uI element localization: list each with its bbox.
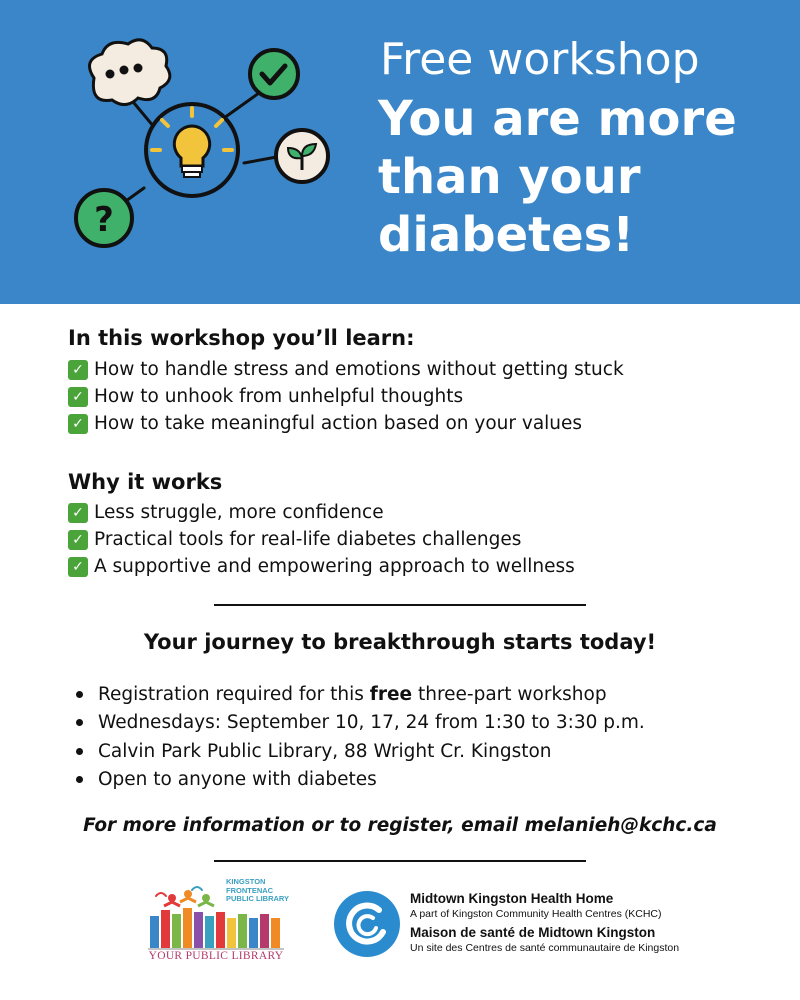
audience-text: Open to anyone with diabetes xyxy=(98,769,377,791)
kchc-line-1: Midtown Kingston Health Home xyxy=(410,891,614,906)
check-box-icon: ✓ xyxy=(68,557,88,577)
contact-line: For more information or to register, email melanieh@kchc.ca xyxy=(83,815,717,836)
divider-top xyxy=(214,604,586,606)
check-box-icon: ✓ xyxy=(68,530,88,550)
check-box-icon: ✓ xyxy=(68,387,88,407)
learn-list xyxy=(68,356,624,437)
library-small-text: KINGSTON FRONTENAC PUBLIC LIBRARY xyxy=(226,877,290,903)
list-item-text: Practical tools for real-life diabetes challenges xyxy=(94,529,522,550)
list-item xyxy=(76,709,645,738)
idea-network-illustration xyxy=(64,38,354,263)
location-text: Calvin Park Public Library, 88 Wright Cr. Kingston xyxy=(98,740,552,762)
list-item xyxy=(68,553,575,580)
check-box-icon: ✓ xyxy=(68,360,88,380)
list-item xyxy=(76,766,645,795)
list-item xyxy=(68,356,624,383)
sprout-icon xyxy=(276,130,328,182)
svg-text:?: ? xyxy=(94,200,114,240)
kchc-line-4: Un site des Centres de santé communautaire de Kingston xyxy=(410,942,680,954)
why-heading: Why it works xyxy=(68,470,223,494)
list-item-text: How to handle stress and emotions without getting stuck xyxy=(94,359,624,380)
list-item xyxy=(68,499,575,526)
hero-banner xyxy=(0,0,800,304)
list-item-text: How to take meaningful action based on your values xyxy=(94,413,583,434)
kchc-line-3: Maison de santé de Midtown Kingston xyxy=(410,925,656,940)
list-item-text: How to unhook from unhelpful thoughts xyxy=(94,386,464,407)
lightbulb-icon xyxy=(146,104,238,196)
list-item xyxy=(76,680,645,709)
journey-heading: Your journey to breakthrough starts today! xyxy=(143,630,657,654)
check-box-icon: ✓ xyxy=(68,414,88,434)
why-list xyxy=(68,499,575,580)
kchc-logo-icon xyxy=(333,890,401,958)
list-item xyxy=(68,410,624,437)
learn-heading: In this workshop you’ll learn: xyxy=(68,326,415,350)
schedule-text: Wednesdays: September 10, 17, 24 from 1:30 to 3:30 p.m. xyxy=(98,712,645,734)
list-item xyxy=(68,526,575,553)
check-circle-icon xyxy=(250,50,298,98)
list-item xyxy=(76,737,645,766)
thought-cloud-icon xyxy=(90,40,170,105)
kchc-text-block xyxy=(410,891,679,957)
hero-kicker: Free workshop xyxy=(380,34,700,85)
list-item-text: A supportive and empowering approach to wellness xyxy=(94,556,575,577)
registration-text: Registration required for this free three-part workshop xyxy=(98,683,607,705)
bullet-dot-icon xyxy=(76,776,83,783)
list-item-text: Less struggle, more confidence xyxy=(94,502,384,523)
check-box-icon: ✓ xyxy=(68,503,88,523)
details-list xyxy=(76,680,645,794)
hero-title: You are more than your diabetes! xyxy=(378,91,737,263)
question-icon xyxy=(76,190,132,246)
library-name: YOUR PUBLIC LIBRARY xyxy=(148,950,284,962)
kchc-line-2: A part of Kingston Community Health Centres (KCHC) xyxy=(410,908,662,920)
bullet-dot-icon xyxy=(76,719,83,726)
list-item xyxy=(68,383,624,410)
divider-bottom xyxy=(214,860,586,862)
bullet-dot-icon xyxy=(76,691,83,698)
bullet-dot-icon xyxy=(76,748,83,755)
